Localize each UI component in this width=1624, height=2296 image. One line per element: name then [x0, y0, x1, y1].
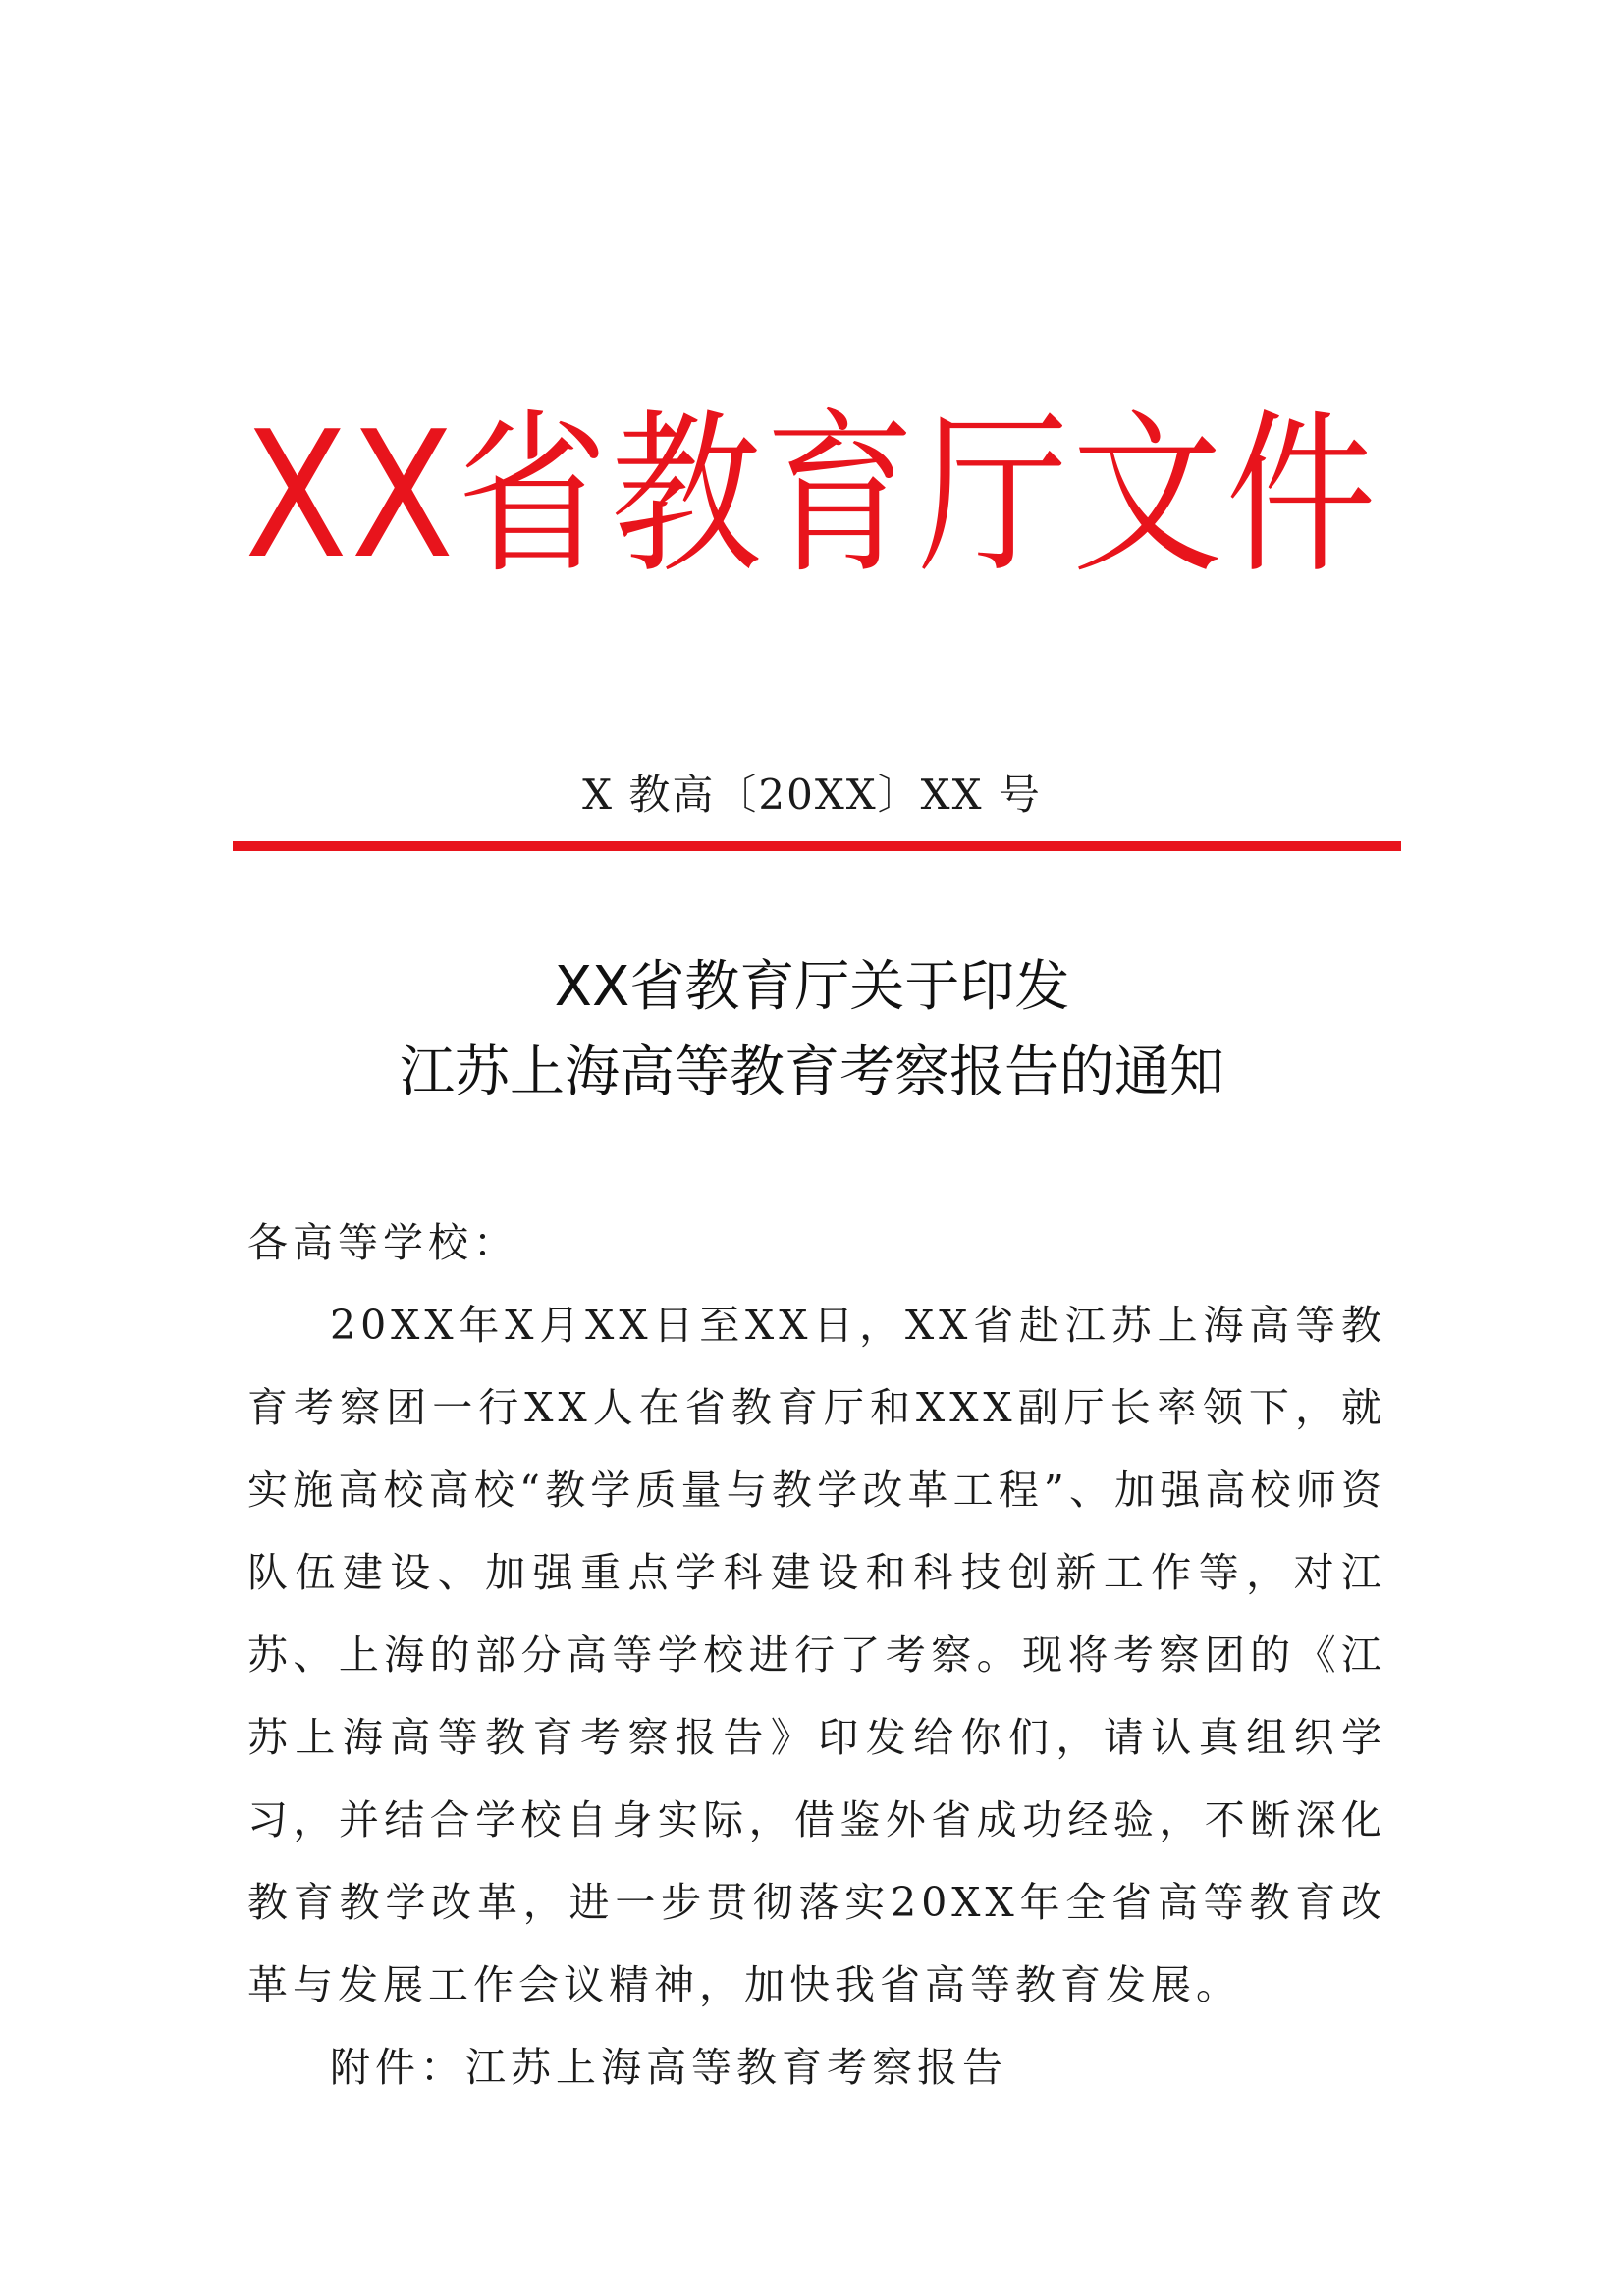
title-line-2: 江苏上海高等教育考察报告的通知 [400, 1041, 1224, 1104]
document-body [247, 1201, 1386, 2109]
document-title [0, 944, 1624, 1115]
issuer-header: XX省教育厅文件 [244, 394, 1380, 597]
red-divider-rule [233, 841, 1401, 851]
body-paragraph: 20XX年X月XX日至XX日，XX省赴江苏上海高等教育考察团一行XX人在省教育厅和XXX副厅长率领下，就实施高校高校“教学质量与教学改革工程”、加强高校师资队伍建设、加强重点学科建设和科技创新工作等，对江苏、上海的部分高等学校进行了考察。现将考察团的《江苏上海高等教育考察报告》印发给你们，请认真组织学习，并结合学校自身实际，借鉴外省成功经验，不断深化教育教学改革，进一步贯彻落实20XX年全省高等教育改革与发展工作会议精神，加快我省高等教育发展。 [247, 1302, 1386, 2008]
attachment-line: 附件：江苏上海高等教育考察报告 [330, 2044, 1007, 2091]
document-number: X 教高〔20XX〕XX 号 [582, 771, 1042, 819]
title-line-1: XX省教育厅关于印发 [554, 955, 1070, 1019]
salutation: 各高等学校： [247, 1219, 518, 1266]
